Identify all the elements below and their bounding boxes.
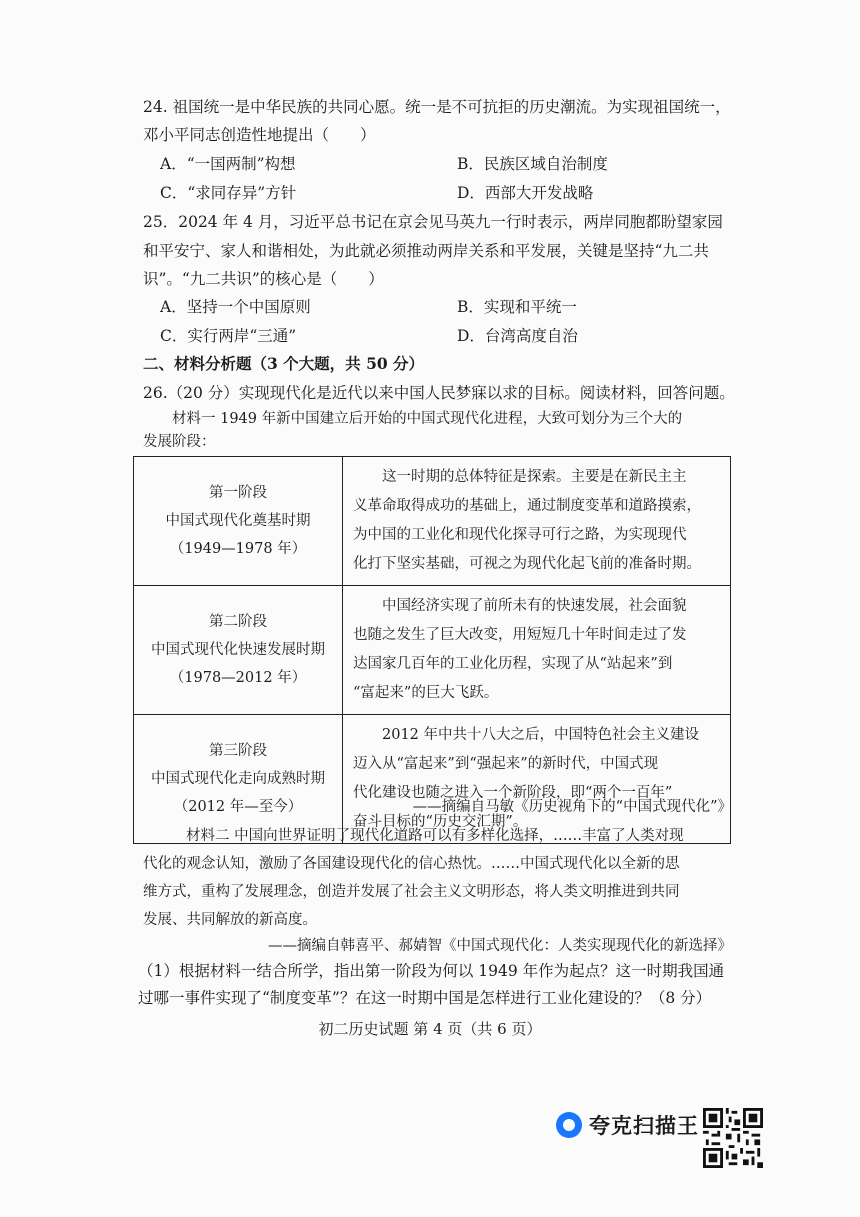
stage-period: 中国式现代化走向成熟时期 [151, 771, 325, 787]
material1-line2: 发展阶段： [143, 434, 216, 450]
stage-desc-line: 代化建设也随之进入一个新阶段，即“两个一百年” [353, 785, 673, 801]
stage-desc-line: 中国经济实现了前所未有的快速发展，社会面貌 [382, 598, 687, 614]
stage-years: （2012 年—至今） [173, 799, 303, 815]
stage-label-cell [134, 586, 343, 715]
stage-desc-line: “富起来”的巨大飞跃。 [353, 685, 499, 701]
stage-desc-line: 为中国的工业化和现代化探寻可行之路，为实现现代 [353, 527, 687, 543]
page-footer: 初二历史试题 第 4 页（共 6 页） [318, 1020, 542, 1038]
stages-table [133, 456, 731, 844]
stage-desc-line: 达国家几百年的工业化历程，实现了从“站起来”到 [353, 656, 673, 672]
stage-desc-line: 奋斗目标的“历史交汇期”。 [353, 814, 528, 830]
stage-years: （1949—1978 年） [169, 541, 307, 557]
material1-line1: 材料一 1949 年新中国建立后开始的中国式现代化进程，大致可划分为三个大的 [172, 411, 683, 427]
q26-sub1-line1: （1）根据材料一结合所学，指出第一阶段为何以 1949 年作为起点？这一时期我国通 [138, 962, 725, 980]
scanner-watermark [556, 1110, 699, 1140]
q24-option-b: B．民族区域自治制度 [457, 155, 608, 173]
q25-option-a: A．坚持一个中国原则 [160, 298, 311, 316]
scanner-brand-name: 夸克扫描王 [589, 1114, 699, 1138]
q26-sub1-line2: 过哪一事件实现了“制度变革”？在这一时期中国是怎样进行工业化建设的？（8 分） [138, 989, 712, 1007]
q26-intro: 26.（20 分）实现现代化是近代以来中国人民梦寐以求的目标。阅读材料，回答问题。 [143, 384, 735, 402]
q24-option-a: A．“一国两制”构想 [160, 155, 296, 173]
stage-name: 第二阶段 [209, 614, 267, 630]
qr-code-icon [703, 1108, 763, 1168]
stage-name: 第三阶段 [209, 743, 267, 759]
q25-option-b: B．实现和平统一 [457, 298, 577, 316]
q24-option-d: D．西部大开发战略 [457, 184, 594, 202]
material2-line4: 发展、共同解放的新高度。 [143, 912, 317, 928]
stage-desc-line: 也随之发生了巨大改变，用短短几十年时间走过了发 [353, 627, 687, 643]
q25-option-c: C．实行两岸“三通” [160, 327, 297, 345]
material2-source: ——摘编自韩喜平、郝婧智《中国式现代化：人类实现现代化的新选择》 [268, 938, 732, 954]
q24-option-c: C．“求同存异”方针 [160, 184, 297, 202]
table-row [134, 457, 731, 586]
material1-source: ——摘编自马敏《历史视角下的“中国式现代化”》 [412, 799, 732, 815]
quark-logo-icon [556, 1112, 582, 1138]
q25-option-d: D．台湾高度自治 [457, 327, 578, 345]
q25-stem-line3: 识”。“九二共识”的核心是（ ） [143, 270, 384, 288]
stage-description-cell [343, 586, 731, 715]
material2-line1: 材料二 中国向世界证明了现代化道路可以有多样化选择，……丰富了人类对现 [186, 828, 684, 844]
q25-stem-line1: 25．2024 年 4 月，习近平总书记在京会见马英九一行时表示，两岸同胞都盼望家园 [143, 213, 723, 231]
material2-line2: 代化的观念认知，激励了各国建设现代化的信心热忱。……中国式现代化以全新的思 [143, 856, 680, 872]
stage-desc-line: 迈入从“富起来”到“强起来”的新时代，中国式现 [353, 756, 659, 772]
stage-desc-line: 化打下坚实基础，可视之为现代化起飞前的准备时期。 [353, 556, 701, 572]
stage-desc-line: 这一时期的总体特征是探索。主要是在新民主主 [382, 469, 687, 485]
section-heading: 二、材料分析题（3 个大题，共 50 分） [143, 354, 425, 373]
stage-description-cell [343, 457, 731, 586]
stage-desc-line: 义革命取得成功的基础上，通过制度变革和道路摸索， [353, 498, 701, 514]
material2-line3: 维方式，重构了发展理念，创造并发展了社会主义文明形态，将人类文明推进到共同 [143, 884, 680, 900]
stage-period: 中国式现代化奠基时期 [165, 513, 311, 529]
stage-desc-line: 2012 年中共十八大之后，中国特色社会主义建设 [382, 727, 700, 743]
q24-stem-line1: 24. 祖国统一是中华民族的共同心愿。统一是不可抗拒的历史潮流。为实现祖国统一， [143, 98, 731, 116]
q25-stem-line2: 和平安宁、家人和谐相处，为此就必须推动两岸关系和平发展，关键是坚持“九二共 [143, 242, 709, 260]
stage-period: 中国式现代化快速发展时期 [151, 642, 325, 658]
stage-name: 第一阶段 [209, 485, 267, 501]
stage-years: （1978—2012 年） [169, 670, 307, 686]
stage-label-cell [134, 457, 343, 586]
q24-stem-line2: 邓小平同志创造性地提出（ ） [143, 126, 376, 144]
table-row [134, 586, 731, 715]
